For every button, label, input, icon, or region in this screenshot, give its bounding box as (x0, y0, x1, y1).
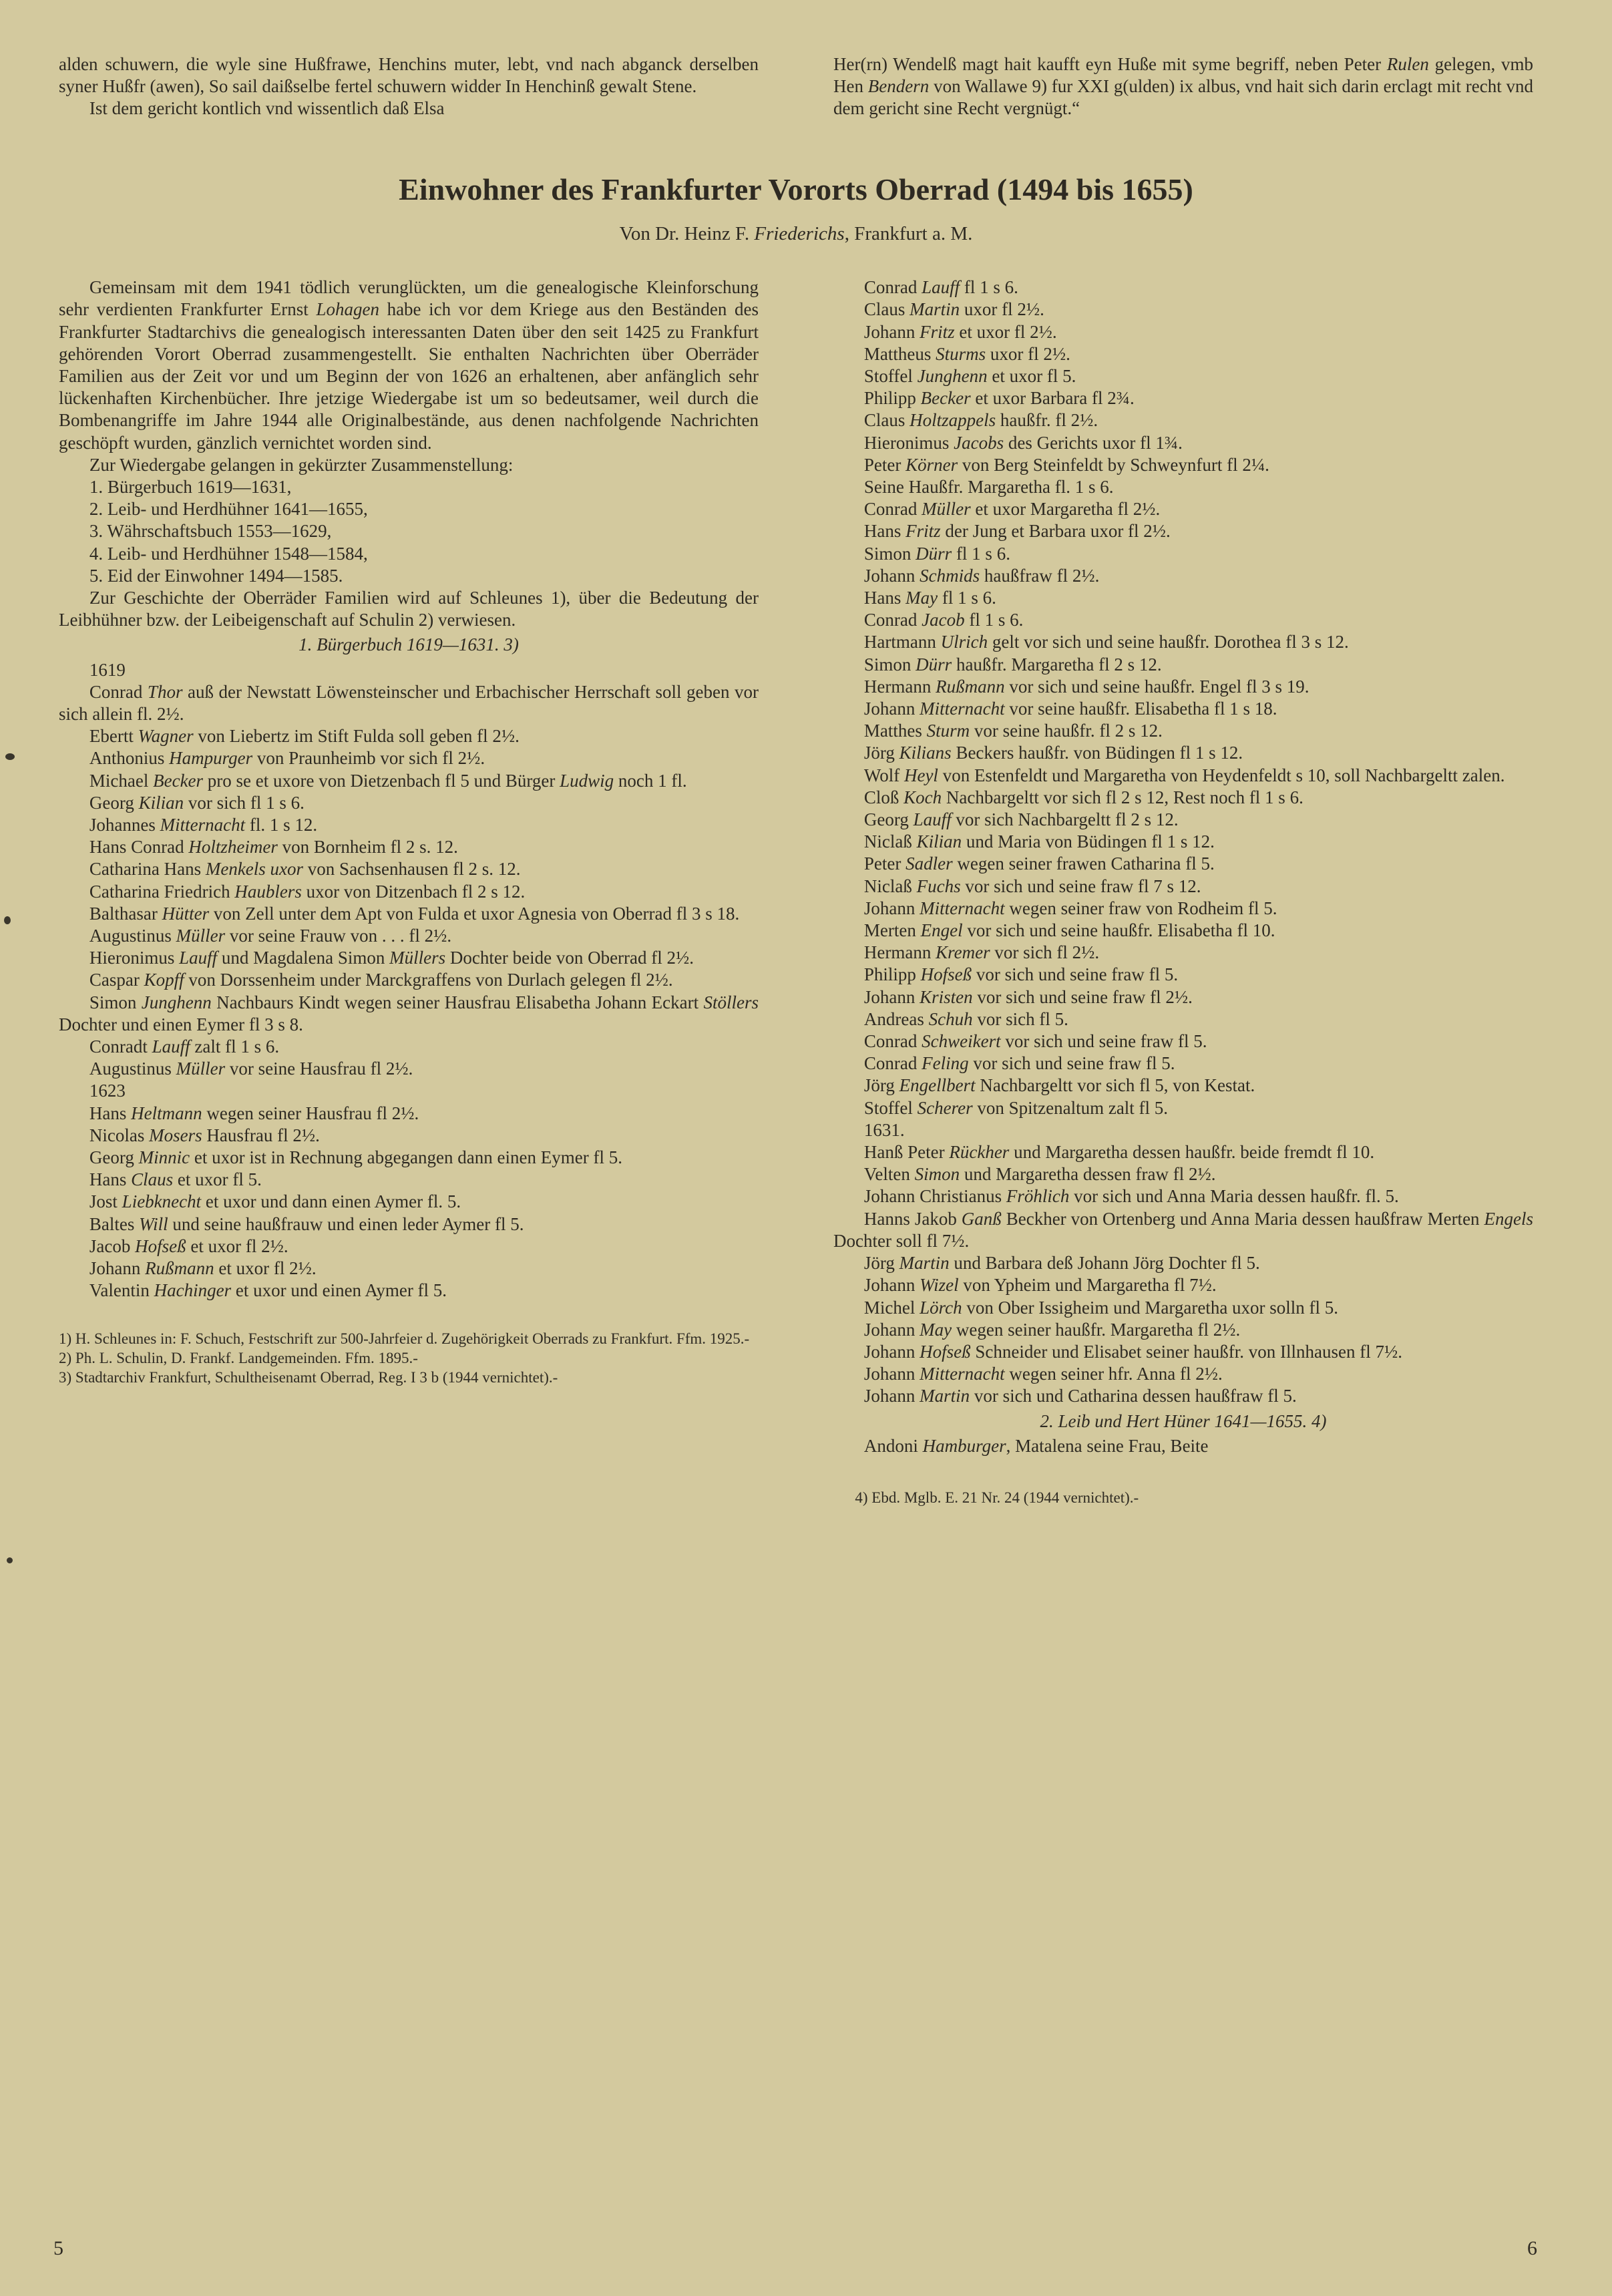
text-paragraph: Augustinus Müller vor seine Frauw von . . . fl 2½. (89, 926, 452, 946)
text-paragraph: Velten Simon und Margaretha dessen fraw fl 2½. (863, 1164, 1216, 1185)
text-paragraph: Balthasar Hütter von Zell unter dem Apt von Fulda et uxor Agnesia von Oberrad fl 3 s 18. (89, 903, 740, 924)
text-paragraph: Johann Schmids haußfraw fl 2½. (863, 565, 1100, 586)
text-paragraph: Johann Hofseß Schneider und Elisabet seiner haußfr. von Illnhausen fl 7½. (863, 1341, 1402, 1362)
text-paragraph: Nicolas Mosers Hausfrau fl 2½. (89, 1125, 320, 1145)
article-title: Einwohner des Frankfurter Vororts Oberrad (1494 bis 1655) (399, 172, 1193, 206)
text-paragraph: Peter Sadler wegen seiner frawen Catharina fl 5. (863, 853, 1215, 874)
text-paragraph: Jost Liebknecht et uxor und dann einen Aymer fl. 5. (89, 1191, 461, 1212)
text-paragraph: Conradt Lauff zalt fl 1 s 6. (89, 1036, 280, 1057)
text-paragraph: Claus Holtzappels haußfr. fl 2½. (863, 410, 1098, 431)
source-list-item: 1. Bürgerbuch 1619—1631, (89, 476, 292, 497)
text-paragraph: Conrad Feling vor sich und seine fraw fl 5. (863, 1053, 1175, 1074)
right-column-text (833, 276, 1533, 1457)
text-paragraph: Seine Haußfr. Margaretha fl. 1 s 6. (863, 476, 1114, 497)
text-paragraph: Niclaß Kilian und Maria von Büdingen fl 1 s 12. (863, 831, 1215, 852)
text-paragraph: Conrad Jacob fl 1 s 6. (863, 610, 1024, 630)
text-paragraph: Hanns Jakob Ganß Beckher von Ortenberg und Anna Maria dessen haußfraw Merten Engels Dochter soll fl 7½. (833, 1208, 1533, 1251)
source-list-item: 4. Leib- und Herdhühner 1548—1584, (89, 543, 368, 564)
text-paragraph: Johann Mitternacht vor seine haußfr. Elisabetha fl 1 s 18. (863, 699, 1277, 719)
left-column (59, 276, 759, 1388)
text-paragraph: Johann Rußmann et uxor fl 2½. (89, 1258, 317, 1279)
text-paragraph: Mattheus Sturms uxor fl 2½. (863, 343, 1070, 364)
text-paragraph: Conrad Lauff fl 1 s 6. (863, 277, 1018, 298)
text-paragraph: Hans Conrad Holtzheimer von Bornheim fl 2 s. 12. (89, 837, 458, 857)
text-paragraph: Jörg Martin und Barbara deß Johann Jörg Dochter fl 5. (863, 1253, 1260, 1274)
text-paragraph: Wolf Heyl von Estenfeldt und Margaretha von Heydenfeldt s 10, soll Nachbargeltt zalen. (863, 765, 1505, 785)
year-heading: 1631. (863, 1119, 905, 1140)
text-paragraph: Johann Christianus Fröhlich vor sich und Anna Maria dessen haußfr. fl. 5. (863, 1186, 1399, 1207)
text-paragraph: Ebertt Wagner von Liebertz im Stift Fulda soll geben fl 2½. (89, 726, 520, 747)
scan-artifact (5, 753, 15, 760)
text-paragraph: Johann Kristen vor sich und seine fraw fl 2½. (863, 986, 1193, 1007)
prev-article-left-column (59, 53, 759, 120)
text-paragraph: Valentin Hachinger et uxor und einen Aymer fl 5. (89, 1280, 447, 1301)
footnote: 1) H. Schleunes in: F. Schuch, Festschrift zur 500-Jahrfeier d. Zugehörigkeit Oberrads zu Frankfurt. Ffm. 1925.- (59, 1330, 750, 1347)
text-paragraph: alden schuwern, die wyle sine Hußfrawe, Henchins muter, lebt, vnd nach abganck derselben syner Hußfr (awen), So sail daißselbe fertel schuwern widder In Henchinß gewalt Stene. (59, 54, 759, 97)
text-paragraph: Conrad Schweikert vor sich und seine fraw fl 5. (863, 1031, 1207, 1052)
prev-article-right-column (833, 53, 1533, 120)
text-paragraph: Simon Junghenn Nachbaurs Kindt wegen seiner Hausfrau Elisabetha Johann Eckart Stöllers Dochter und einen Eymer fl 3 s 8. (59, 992, 759, 1034)
text-paragraph: Catharina Friedrich Haublers uxor von Ditzenbach fl 2 s 12. (89, 881, 526, 902)
footnotes-left (59, 1329, 759, 1388)
text-paragraph: Augustinus Müller vor seine Hausfrau fl 2½. (89, 1059, 413, 1079)
text-paragraph: Zur Geschichte der Oberräder Familien wird auf Schleunes 1), über die Bedeutung der Leibhühner bzw. der Leibeigenschaft auf Schulin 2) verwiesen. (59, 588, 759, 630)
text-paragraph: Michael Becker pro se et uxore von Dietzenbach fl 5 und Bürger Ludwig noch 1 fl. (89, 770, 687, 791)
footnote: 4) Ebd. Mglb. E. 21 Nr. 24 (1944 vernichtet).- (855, 1489, 1139, 1506)
scan-artifact (7, 1557, 13, 1563)
text-paragraph: Hermann Kremer vor sich fl 2½. (863, 942, 1100, 963)
text-paragraph: Georg Kilian vor sich fl 1 s 6. (89, 792, 305, 813)
year-heading: 1619 (89, 659, 126, 680)
text-paragraph: Baltes Will und seine haußfrauw und einen leder Aymer fl 5. (89, 1213, 524, 1234)
text-paragraph: Her(rn) Wendelß magt hait kaufft eyn Huße mit syme begriff, neben Peter Rulen gelegen, vmb Hen Bendern von Wallawe 9) fur XXI g(ulden) ix albus, vnd hait sich darin erclagt mit recht vnd dem gericht sine Recht vergnügt.“ (833, 54, 1534, 119)
text-paragraph: Jörg Engellbert Nachbargeltt vor sich fl 5, von Kestat. (863, 1075, 1255, 1096)
text-paragraph: Simon Dürr fl 1 s 6. (863, 543, 1010, 564)
text-paragraph: Hanß Peter Rückher und Margaretha dessen haußfr. beide fremdt fl 10. (863, 1142, 1375, 1163)
year-heading: 1623 (89, 1081, 126, 1101)
text-paragraph: Johann Fritz et uxor fl 2½. (863, 321, 1057, 342)
text-paragraph: Hieronimus Lauff und Magdalena Simon Müllers Dochter beide von Oberrad fl 2½. (89, 948, 694, 968)
text-paragraph: Andreas Schuh vor sich fl 5. (863, 1008, 1068, 1029)
section-heading: 1. Bürgerbuch 1619—1631. 3) (298, 634, 519, 655)
text-paragraph: Johann Mitternacht wegen seiner fraw von Rodheim fl 5. (863, 898, 1277, 918)
left-column-text (59, 276, 759, 1302)
right-column (833, 276, 1533, 1507)
text-paragraph: Conrad Müller et uxor Margaretha fl 2½. (863, 499, 1161, 520)
text-paragraph: Caspar Kopff von Dorssenheim under Marckgraffens von Durlach gelegen fl 2½. (89, 970, 673, 990)
text-paragraph: Matthes Sturm vor seine haußfr. fl 2 s 12. (863, 721, 1163, 741)
text-paragraph: Stoffel Scherer von Spitzenaltum zalt fl 5. (863, 1097, 1169, 1118)
text-paragraph: Conrad Thor auß der Newstatt Löwensteinscher und Erbachischer Herrschaft soll geben vor sich allein fl. 2½. (59, 681, 759, 725)
section-heading: 2. Leib und Hert Hüner 1641—1655. 4) (1040, 1410, 1327, 1431)
text-paragraph: Hieronimus Jacobs des Gerichts uxor fl 1¾. (863, 432, 1183, 453)
article-body (59, 276, 1533, 1507)
text-paragraph: Johann May wegen seiner haußfr. Margaretha fl 2½. (863, 1319, 1241, 1340)
footnote: 3) Stadtarchiv Frankfurt, Schultheisenamt Oberrad, Reg. I 3 b (1944 vernichtet).- (59, 1369, 558, 1386)
text-paragraph: Michel Lörch von Ober Issigheim und Margaretha uxor solln fl 5. (863, 1297, 1339, 1318)
text-paragraph: Hans Claus et uxor fl 5. (89, 1169, 262, 1190)
text-paragraph: Ist dem gericht kontlich vnd wissentlich daß Elsa (89, 98, 445, 119)
article-header (59, 172, 1533, 246)
text-paragraph: Philipp Hofseß vor sich und seine fraw fl 5. (863, 964, 1179, 985)
text-paragraph: Niclaß Fuchs vor sich und seine fraw fl 7 s 12. (863, 876, 1201, 896)
text-paragraph: Johann Martin vor sich und Catharina dessen haußfraw fl 5. (863, 1386, 1297, 1406)
text-paragraph: Hartmann Ulrich gelt vor sich und seine haußfr. Dorothea fl 3 s 12. (863, 632, 1349, 652)
text-paragraph: Georg Lauff vor sich Nachbargeltt fl 2 s 12. (863, 809, 1179, 830)
source-list-item: 3. Währschaftsbuch 1553—1629, (89, 521, 332, 542)
text-paragraph: Catharina Hans Menkels uxor von Sachsenhausen fl 2 s. 12. (89, 859, 521, 880)
text-paragraph: Jörg Kilians Beckers haußfr. von Büdingen fl 1 s 12. (863, 743, 1243, 763)
page-number-right: 6 (1527, 2237, 1537, 2260)
text-paragraph: Hermann Rußmann vor sich und seine haußfr. Engel fl 3 s 19. (863, 676, 1309, 697)
text-paragraph: Jacob Hofseß et uxor fl 2½. (89, 1235, 288, 1256)
text-paragraph: Simon Dürr haußfr. Margaretha fl 2 s 12. (863, 654, 1162, 675)
text-paragraph: Johannes Mitternacht fl. 1 s 12. (89, 815, 318, 835)
page-number-left: 5 (53, 2237, 63, 2260)
text-paragraph: Hans May fl 1 s 6. (863, 588, 996, 608)
source-list-item: 5. Eid der Einwohner 1494—1585. (89, 565, 343, 586)
text-paragraph: Hans Heltmann wegen seiner Hausfrau fl 2½. (89, 1103, 419, 1123)
text-paragraph: Andoni Hamburger, Matalena seine Frau, Beite (863, 1435, 1209, 1456)
text-paragraph: Johann Mitternacht wegen seiner hfr. Anna fl 2½. (863, 1364, 1223, 1384)
article-byline: Von Dr. Heinz F. Friederichs, Frankfurt a. M. (619, 222, 973, 244)
text-paragraph: Gemeinsam mit dem 1941 tödlich verunglückten, um die genealogische Kleinforschung sehr verdienten Frankfurter Ernst Lohagen habe ich vor dem Kriege aus den Beständen des Frankfurter Stadtarchivs die genealogisch interessanten Daten über den seit 1425 zu Frankfurt gehörenden Vorort Oberrad zusammengestellt. Sie enthalten Nachrichten über Oberräder Familien aus der Zeit vor und um Beginn der von 1626 an erhaltenen, aber anfänglich sehr lückenhaften Kirchenbücher. Ihre jetzige Wiedergabe ist um so bedeutsamer, weil durch die Bombenangriffe im Jahre 1944 alle Originalbestände, aus denen nachfolgende Nachrichten geschöpft wurden, gänzlich vernichtet worden sind. (59, 277, 759, 453)
text-paragraph: Merten Engel vor sich und seine haußfr. Elisabetha fl 10. (863, 920, 1275, 941)
text-paragraph: Zur Wiedergabe gelangen in gekürzter Zusammenstellung: (89, 454, 514, 475)
text-paragraph: Cloß Koch Nachbargeltt vor sich fl 2 s 12, Rest noch fl 1 s 6. (863, 787, 1303, 807)
text-paragraph: Georg Minnic et uxor ist in Rechnung abgegangen dann einen Eymer fl 5. (89, 1147, 622, 1168)
scan-artifact (4, 916, 11, 924)
source-list-item: 2. Leib- und Herdhühner 1641—1655, (89, 499, 368, 520)
footnote: 2) Ph. L. Schulin, D. Frankf. Landgemeinden. Ffm. 1895.- (59, 1349, 418, 1366)
text-paragraph: Philipp Becker et uxor Barbara fl 2¾. (863, 388, 1135, 409)
text-paragraph: Johann Wizel von Ypheim und Margaretha fl 7½. (863, 1275, 1217, 1296)
text-paragraph: Peter Körner von Berg Steinfeldt by Schweynfurt fl 2¼. (863, 454, 1269, 475)
previous-article-continuation (59, 53, 1533, 120)
text-paragraph: Hans Fritz der Jung et Barbara uxor fl 2½. (863, 521, 1171, 542)
text-paragraph: Stoffel Junghenn et uxor fl 5. (863, 365, 1076, 386)
text-paragraph: Claus Martin uxor fl 2½. (863, 299, 1044, 320)
text-paragraph: Anthonius Hampurger von Praunheimb vor sich fl 2½. (89, 748, 485, 769)
footnotes-right (833, 1488, 1533, 1507)
